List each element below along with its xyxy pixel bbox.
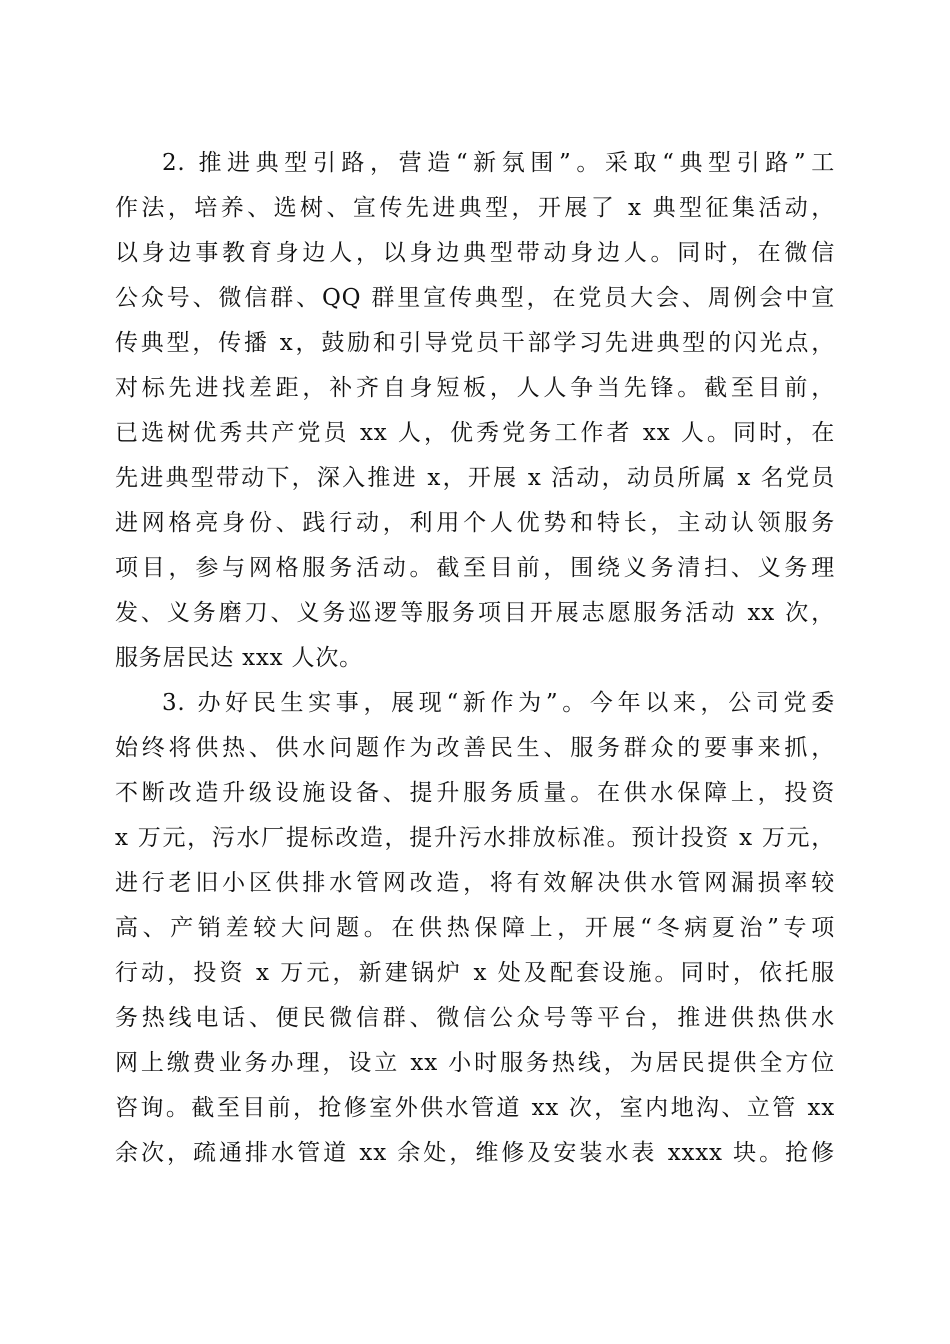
paragraph-line: 3. 办好民生实事，展现“新作为”。今年以来，公司党委 [162,690,835,716]
paragraph-line: 传典型，传播 x，鼓励和引导党员干部学习先进典型的闪光点， [115,330,835,356]
paragraph-line: 已选树优秀共产党员 xx 人，优秀党务工作者 xx 人。同时，在 [115,420,835,446]
paragraph-line: 对标先进找差距，补齐自身短板，人人争当先锋。截至目前， [115,375,835,401]
paragraph-line: 发、义务磨刀、义务巡逻等服务项目开展志愿服务活动 xx 次， [115,600,835,626]
paragraph-line: 进网格亮身份、践行动，利用个人优势和特长，主动认领服务 [115,510,835,536]
paragraph-line: 服务居民达 xxx 人次。 [115,645,363,671]
paragraph-line: 2. 推进典型引路，营造“新氛围”。采取“典型引路”工 [162,150,835,176]
paragraph-line: 进行老旧小区供排水管网改造，将有效解决供水管网漏损率较 [115,870,835,896]
paragraph-line: 行动，投资 x 万元，新建锅炉 x 处及配套设施。同时，依托服 [115,960,835,986]
paragraph-line: 网上缴费业务办理，设立 xx 小时服务热线，为居民提供全方位 [115,1050,835,1076]
paragraph-line: 余次，疏通排水管道 xx 余处，维修及安装水表 xxxx 块。抢修 [115,1140,835,1166]
paragraph-line: 先进典型带动下，深入推进 x，开展 x 活动，动员所属 x 名党员 [115,465,835,491]
paragraph-line: 作法，培养、选树、宣传先进典型，开展了 x 典型征集活动， [115,195,835,221]
paragraph-line: 项目，参与网格服务活动。截至目前，围绕义务清扫、义务理 [115,555,835,581]
paragraph-line: x 万元，污水厂提标改造，提升污水排放标准。预计投资 x 万元， [115,825,835,851]
paragraph-line: 务热线电话、便民微信群、微信公众号等平台，推进供热供水 [115,1005,835,1031]
paragraph-line: 咨询。截至目前，抢修室外供水管道 xx 次，室内地沟、立管 xx [115,1095,835,1121]
paragraph-line: 不断改造升级设施设备、提升服务质量。在供水保障上，投资 [115,780,835,806]
paragraph-line: 始终将供热、供水问题作为改善民生、服务群众的要事来抓， [115,735,835,761]
paragraph-line: 高、产销差较大问题。在供热保障上，开展“冬病夏治”专项 [115,915,835,941]
paragraph-line: 以身边事教育身边人，以身边典型带动身边人。同时，在微信 [115,240,835,266]
paragraph-line: 公众号、微信群、QQ 群里宣传典型，在党员大会、周例会中宣 [115,285,835,311]
